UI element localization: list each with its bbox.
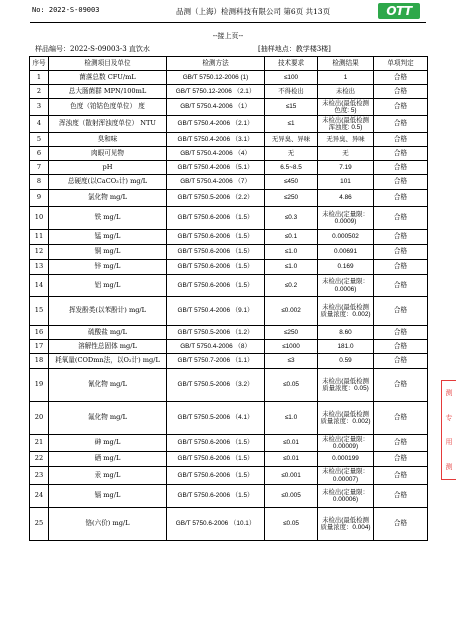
cell-item: 硫酸盐 mg/L: [49, 326, 167, 340]
cell-req: 无: [265, 147, 318, 161]
column-header: 检测项目及单位: [49, 57, 167, 71]
cell-verdict: 合格: [374, 452, 428, 467]
cell-result: 未检出(最低检测质量浓度：0.002): [318, 297, 374, 326]
sampling-location: [抽样地点：教学楼3楼]: [258, 45, 331, 53]
cell-result: 无异臭、异味: [318, 133, 374, 147]
table-row: [30, 147, 428, 161]
table-row: [30, 485, 428, 508]
stamp-char: 用: [445, 438, 453, 447]
cell-item: 锌 mg/L: [49, 260, 167, 275]
table-row: [30, 85, 428, 99]
cell-req: ≤15: [265, 99, 318, 116]
table-row: [30, 175, 428, 190]
cell-verdict: 合格: [374, 508, 428, 541]
cell-no: 6: [30, 147, 49, 161]
cell-item: 汞 mg/L: [49, 467, 167, 485]
cell-method: GB/T 5750.4-2006 （7）: [167, 175, 265, 190]
column-header: 检测结果: [318, 57, 374, 71]
cell-no: 24: [30, 485, 49, 508]
cell-method: GB/T 5750.6-2006 （10.1）: [167, 508, 265, 541]
cell-no: 2: [30, 85, 49, 99]
table-row: [30, 245, 428, 260]
table-row: [30, 116, 428, 133]
cell-verdict: 合格: [374, 275, 428, 297]
cell-method: GB/T 5750.6-2006 （1.5）: [167, 435, 265, 452]
cell-result: 未检出(最低检测浑浊度: 0.5): [318, 116, 374, 133]
cell-method: GB/T 5750.12-2006 (1): [167, 71, 265, 85]
cell-req: ≤0.1: [265, 230, 318, 245]
cell-verdict: 合格: [374, 340, 428, 354]
cell-req: ≤100: [265, 71, 318, 85]
cell-req: ≤0.05: [265, 369, 318, 402]
stamp-char: 专: [445, 413, 453, 422]
table-row: [30, 467, 428, 485]
cell-no: 21: [30, 435, 49, 452]
cell-result: 0.169: [318, 260, 374, 275]
cell-no: 17: [30, 340, 49, 354]
cell-result: 8.60: [318, 326, 374, 340]
cell-result: 0.00691: [318, 245, 374, 260]
cell-req: ≤450: [265, 175, 318, 190]
table-row: [30, 326, 428, 340]
header-divider: [30, 22, 426, 23]
cell-item: 镉 mg/L: [49, 485, 167, 508]
cell-verdict: 合格: [374, 99, 428, 116]
cell-method: GB/T 5750.6-2006 （1.5）: [167, 260, 265, 275]
cell-req: ≤0.01: [265, 452, 318, 467]
cell-no: 20: [30, 402, 49, 435]
cell-req: ≤1: [265, 116, 318, 133]
cell-item: 浑浊度（散射浑浊度单位） NTU: [49, 116, 167, 133]
cell-req: ≤3: [265, 354, 318, 369]
cell-verdict: 合格: [374, 147, 428, 161]
cell-result: 无: [318, 147, 374, 161]
cell-req: ≤250: [265, 190, 318, 207]
cell-req: ≤1.0: [265, 402, 318, 435]
cell-result: 未检出(最低检测质量浓度：0.002): [318, 402, 374, 435]
table-row: [30, 369, 428, 402]
cell-verdict: 合格: [374, 245, 428, 260]
cell-req: ≤1.0: [265, 245, 318, 260]
cell-item: 色度（铂钴色度单位） 度: [49, 99, 167, 116]
cell-no: 9: [30, 190, 49, 207]
cell-no: 5: [30, 133, 49, 147]
cell-req: 不得检出: [265, 85, 318, 99]
cell-item: 溶解性总固体 mg/L: [49, 340, 167, 354]
column-header: 技术要求: [265, 57, 318, 71]
cell-no: 22: [30, 452, 49, 467]
cell-method: GB/T 5750.5-2006 （2.2）: [167, 190, 265, 207]
cell-req: 6.5~8.5: [265, 161, 318, 175]
table-row: [30, 402, 428, 435]
cell-result: 1: [318, 71, 374, 85]
cell-verdict: 合格: [374, 230, 428, 245]
table-row: [30, 207, 428, 230]
table-row: [30, 435, 428, 452]
cell-item: 砷 mg/L: [49, 435, 167, 452]
cell-item: 铁 mg/L: [49, 207, 167, 230]
cell-no: 12: [30, 245, 49, 260]
stamp-char: 测: [445, 462, 453, 471]
cell-verdict: 合格: [374, 485, 428, 508]
cell-item: 硒 mg/L: [49, 452, 167, 467]
cell-item: 氯化物 mg/L: [49, 190, 167, 207]
cell-no: 14: [30, 275, 49, 297]
red-seal-stamp: [441, 380, 456, 480]
cell-result: 未检出(定量限：0.00006): [318, 485, 374, 508]
cell-verdict: 合格: [374, 297, 428, 326]
table-header-row: [30, 57, 428, 71]
table-row: [30, 260, 428, 275]
cell-no: 23: [30, 467, 49, 485]
table-row: [30, 452, 428, 467]
cell-no: 3: [30, 99, 49, 116]
cell-verdict: 合格: [374, 402, 428, 435]
cell-req: ≤0.002: [265, 297, 318, 326]
cell-verdict: 合格: [374, 161, 428, 175]
cell-result: 未检出(定量限：0.00009): [318, 435, 374, 452]
cell-item: 铜 mg/L: [49, 245, 167, 260]
cell-verdict: 合格: [374, 133, 428, 147]
cell-item: 锰 mg/L: [49, 230, 167, 245]
cell-no: 13: [30, 260, 49, 275]
table-row: [30, 354, 428, 369]
table-row: [30, 190, 428, 207]
cell-method: GB/T 5750.4-2006 （9.1）: [167, 297, 265, 326]
cell-no: 11: [30, 230, 49, 245]
cell-method: GB/T 5750.4-2006 （5.1）: [167, 161, 265, 175]
cell-req: ≤0.01: [265, 435, 318, 452]
cell-result: 未检出: [318, 85, 374, 99]
cell-req: ≤1.0: [265, 260, 318, 275]
cell-verdict: 合格: [374, 326, 428, 340]
cell-method: GB/T 5750.5-2006 （4.1）: [167, 402, 265, 435]
cell-no: 15: [30, 297, 49, 326]
cell-item: 臭和味: [49, 133, 167, 147]
cell-method: GB/T 5750.6-2006 （1.5）: [167, 230, 265, 245]
cell-item: 氰化物 mg/L: [49, 369, 167, 402]
cell-method: GB/T 5750.12-2006 （2.1）: [167, 85, 265, 99]
cell-no: 7: [30, 161, 49, 175]
continuation-note: --接上页--: [212, 32, 244, 40]
cell-method: GB/T 5750.4-2006 （3.1）: [167, 133, 265, 147]
cell-verdict: 合格: [374, 260, 428, 275]
cell-method: GB/T 5750.6-2006 （1.5）: [167, 485, 265, 508]
report-number: No: 2022-S-09003: [32, 6, 100, 14]
cell-item: 肉眼可见物: [49, 147, 167, 161]
cell-no: 18: [30, 354, 49, 369]
cell-no: 16: [30, 326, 49, 340]
cell-verdict: 合格: [374, 369, 428, 402]
cell-method: GB/T 5750.6-2006 （1.5）: [167, 467, 265, 485]
cell-method: GB/T 5750.5-2006 （3.2）: [167, 369, 265, 402]
cell-result: 0.000502: [318, 230, 374, 245]
cell-req: 无异臭、异味: [265, 133, 318, 147]
cell-method: GB/T 5750.5-2006 （1.2）: [167, 326, 265, 340]
cell-item: pH: [49, 161, 167, 175]
cell-verdict: 合格: [374, 116, 428, 133]
sample-number: 样品编号：2022-S-09003-3 直饮水: [35, 45, 150, 53]
cell-verdict: 合格: [374, 467, 428, 485]
cell-item: 总硬度(以CaCO₃计) mg/L: [49, 175, 167, 190]
cell-result: 未检出(最低检测质量浓度：0.05): [318, 369, 374, 402]
column-header: 序号: [30, 57, 49, 71]
cell-verdict: 合格: [374, 85, 428, 99]
cell-verdict: 合格: [374, 175, 428, 190]
table-row: [30, 508, 428, 541]
cell-req: ≤1000: [265, 340, 318, 354]
cell-method: GB/T 5750.7-2006 （1.1）: [167, 354, 265, 369]
cell-result: 0.59: [318, 354, 374, 369]
cell-method: GB/T 5750.6-2006 （1.5）: [167, 207, 265, 230]
table-row: [30, 71, 428, 85]
cell-req: ≤0.3: [265, 207, 318, 230]
table-row: [30, 275, 428, 297]
cell-req: ≤0.005: [265, 485, 318, 508]
table-body: [30, 71, 428, 541]
column-header: 单项判定: [374, 57, 428, 71]
cell-method: GB/T 5750.6-2006 （1.5）: [167, 245, 265, 260]
cell-method: GB/T 5750.4-2006 （8）: [167, 340, 265, 354]
cell-req: ≤0.001: [265, 467, 318, 485]
cell-result: 未检出(定量限：0.0006): [318, 275, 374, 297]
table-row: [30, 230, 428, 245]
cell-verdict: 合格: [374, 207, 428, 230]
stamp-char: 测: [445, 389, 453, 398]
cell-req: ≤0.05: [265, 508, 318, 541]
cell-result: 未检出(最低检测色度: 5): [318, 99, 374, 116]
cell-item: 铬(六价) mg/L: [49, 508, 167, 541]
cell-result: 181.0: [318, 340, 374, 354]
cell-item: 菌落总数 CFU/mL: [49, 71, 167, 85]
cell-item: 氟化物 mg/L: [49, 402, 167, 435]
cell-verdict: 合格: [374, 71, 428, 85]
cell-result: 未检出(定量限：0.00007): [318, 467, 374, 485]
cell-result: 7.19: [318, 161, 374, 175]
company-page-info: 品测（上海）检测科技有限公司 第6页 共13页: [176, 7, 331, 16]
cell-no: 19: [30, 369, 49, 402]
cell-result: 4.86: [318, 190, 374, 207]
table-row: [30, 297, 428, 326]
cell-no: 8: [30, 175, 49, 190]
cell-result: 0.000199: [318, 452, 374, 467]
column-header: 检测方法: [167, 57, 265, 71]
cell-method: GB/T 5750.6-2006 （1.5）: [167, 275, 265, 297]
cell-req: ≤250: [265, 326, 318, 340]
table-row: [30, 340, 428, 354]
cell-item: 挥发酚类(以苯酚计) mg/L: [49, 297, 167, 326]
cell-no: 10: [30, 207, 49, 230]
company-logo-icon: OTT: [378, 3, 420, 19]
cell-no: 25: [30, 508, 49, 541]
cell-method: GB/T 5750.6-2006 （1.5）: [167, 452, 265, 467]
cell-verdict: 合格: [374, 354, 428, 369]
cell-no: 1: [30, 71, 49, 85]
cell-result: 未检出(定量限：0.0009): [318, 207, 374, 230]
table-row: [30, 161, 428, 175]
cell-item: 耗氧量(CODmn法，以O₂计) mg/L: [49, 354, 167, 369]
table-row: [30, 99, 428, 116]
cell-method: GB/T 5750.4-2006 （2.1）: [167, 116, 265, 133]
cell-result: 未检出(最低检测质量浓度：0.004): [318, 508, 374, 541]
cell-verdict: 合格: [374, 190, 428, 207]
cell-item: 总大肠菌群 MPN/100mL: [49, 85, 167, 99]
table-row: [30, 133, 428, 147]
cell-req: ≤0.2: [265, 275, 318, 297]
cell-item: 铝 mg/L: [49, 275, 167, 297]
cell-verdict: 合格: [374, 435, 428, 452]
test-results-table: [29, 56, 428, 541]
page-header: [0, 0, 456, 22]
cell-method: GB/T 5750.4-2006 （1）: [167, 99, 265, 116]
cell-no: 4: [30, 116, 49, 133]
cell-method: GB/T 5750.4-2006 （4）: [167, 147, 265, 161]
cell-result: 101: [318, 175, 374, 190]
